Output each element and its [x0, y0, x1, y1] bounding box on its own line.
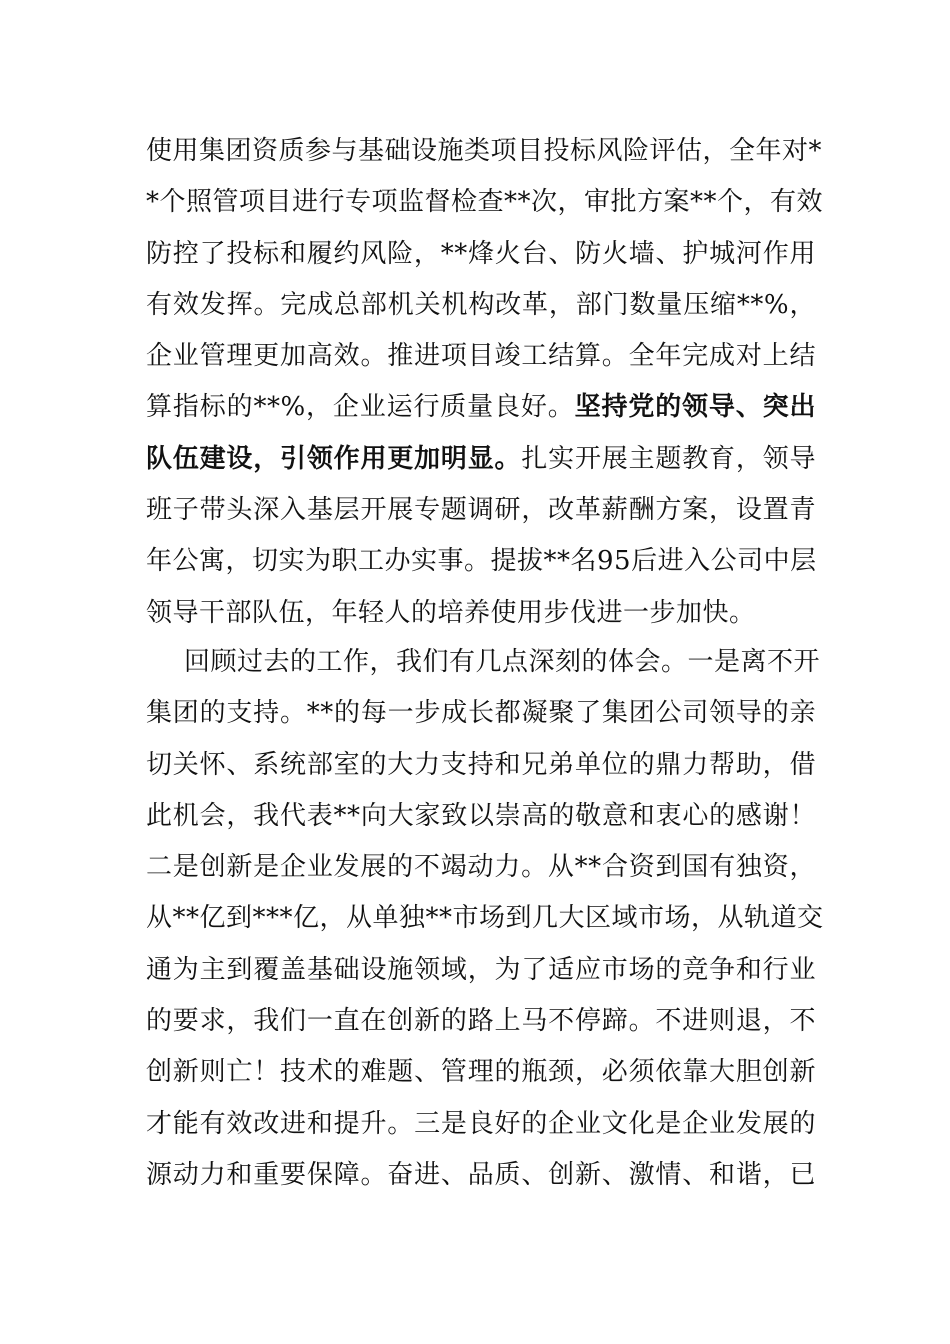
text-line	[146, 996, 816, 1047]
text-segment: 年公寓，切实为职工办实事。提拔**名95后进入公司中层	[146, 546, 817, 577]
text-segment: 从**亿到***亿，从单独**市场到几大区域市场，从轨道交	[146, 903, 824, 934]
text-segment: 算指标的**%，企业运行质量良好。	[146, 392, 575, 423]
text-segment: 班子带头深入基层开展专题调研，改革薪酬方案，设置青	[146, 495, 816, 526]
text-line	[146, 382, 816, 433]
text-segment: 创新则亡！技术的难题、管理的瓶颈，必须依靠大胆创新	[146, 1057, 816, 1088]
text-segment: 回顾过去的工作，我们有几点深刻的体会。一是离不开	[184, 647, 821, 677]
text-line	[146, 740, 816, 791]
text-line	[146, 229, 816, 280]
text-segment: 防控了投标和履约风险，**烽火台、防火墙、护城河作用	[146, 238, 816, 269]
text-segment: 有效发挥。完成总部机关机构改革，部门数量压缩**%，	[146, 289, 816, 320]
text-line	[146, 1150, 816, 1201]
bold-text-segment: 队伍建设，引领作用更加明显。	[146, 443, 522, 474]
text-line	[146, 331, 816, 382]
text-line	[146, 126, 823, 177]
text-line	[146, 485, 816, 536]
text-segment: 扎实开展主题教育，领导	[521, 443, 816, 474]
text-segment: 才能有效改进和提升。三是良好的企业文化是企业发展的	[146, 1108, 816, 1139]
text-line	[146, 434, 816, 485]
text-segment: 二是创新是企业发展的不竭动力。从**合资到国有独资，	[146, 852, 816, 883]
text-segment: 此机会，我代表**向大家致以崇高的敬意和衷心的感谢！	[146, 800, 816, 831]
text-segment: 的要求，我们一直在创新的路上马不停蹄。不进则退，不	[146, 1006, 816, 1037]
text-segment: 使用集团资质参与基础设施类项目投标风险评估，全年对*	[146, 136, 823, 166]
text-line	[146, 536, 816, 587]
text-line	[146, 177, 824, 228]
text-line	[146, 791, 816, 842]
text-segment: 切关怀、系统部室的大力支持和兄弟单位的鼎力帮助，借	[146, 749, 816, 780]
text-line	[146, 280, 816, 331]
text-line	[146, 1047, 816, 1098]
paragraph-1	[146, 126, 824, 639]
text-segment: 企业管理更加高效。推进项目竣工结算。全年完成对上结	[146, 341, 816, 372]
text-line	[146, 637, 821, 688]
text-line	[146, 893, 824, 944]
text-line	[146, 588, 816, 639]
text-segment: 集团的支持。**的每一步成长都凝聚了集团公司领导的亲	[146, 698, 816, 729]
text-line	[146, 1099, 816, 1150]
bold-text-segment: 坚持党的领导、突出	[574, 392, 816, 423]
paragraph-2	[146, 637, 824, 1201]
text-line	[146, 842, 816, 893]
text-segment: 领导干部队伍，年轻人的培养使用步伐进一步加快。	[146, 597, 756, 628]
text-line	[146, 688, 816, 739]
text-segment: 通为主到覆盖基础设施领域，为了适应市场的竞争和行业	[146, 954, 816, 985]
text-segment: 源动力和重要保障。奋进、品质、创新、激情、和谐，已	[146, 1159, 816, 1190]
text-segment: *个照管项目进行专项监督检查**次，审批方案**个，有效	[146, 187, 824, 218]
text-line	[146, 945, 816, 996]
